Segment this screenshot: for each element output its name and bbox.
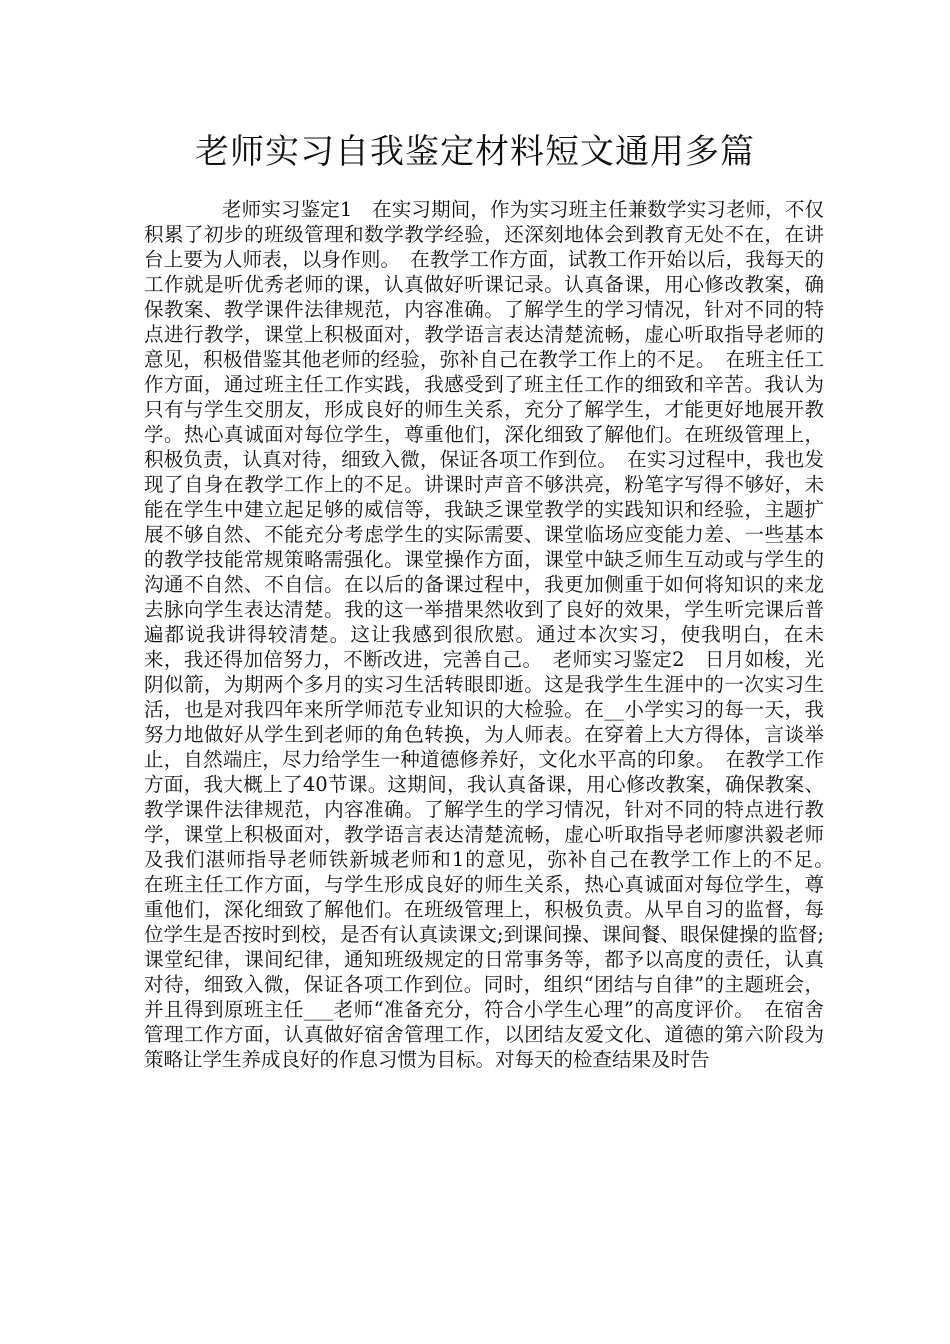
- document-body-paragraph: 老师实习鉴定1 在实习期间，作为实习班主任兼数学实习老师，不仅积累了初步的班级管理和数学教学经验，还深刻地体会到教育无处不在，在讲台上要为人师表，以身作则。 在教学工作方面，试教工作开始以后，我每天的工作就是听优秀老师的课，认真做好听课记录。认真备课，用心修改教案，确保教案、教学课件法律规范，内容准确。了解学生的学习情况，针对不同的特点进行教学，课堂上积极面对，教学语言表达清楚流畅，虚心听取指导老师的意见，积极借鉴其他老师的经验，弥补自己在教学工作上的不足。 在班主任工作方面，通过班主任工作实践，我感受到了班主任工作的细致和辛苦。我认为只有与学生交朋友，形成良好的师生关系，充分了解学生，才能更好地展开教学。热心真诚面对每位学生，尊重他们，深化细致了解他们。在班级管理上，积极负责，认真对待，细致入微，保证各项工作到位。 在实习过程中，我也发现了自身在教学工作上的不足。讲课时声音不够洪亮，粉笔字写得不够好，未能在学生中建立起足够的威信等，我缺乏课堂教学的实践知识和经验，主题扩展不够自然、不能充分考虑学生的实际需要、课堂临场应变能力差、一些基本的教学技能常规策略需强化。课堂操作方面，课堂中缺乏师生互动或与学生的沟通不自然、不自信。在以后的备课过程中，我更加侧重于如何将知识的来龙去脉向学生表达清楚。我的这一举措果然收到了良好的效果，学生听完课后普遍都说我讲得较清楚。这让我感到很欣慰。通过本次实习，使我明白，在未来，我还得加倍努力，不断改进，完善自己。 老师实习鉴定2 日月如梭，光阴似箭，为期两个多月的实习生活转眼即逝。这是我学生生涯中的一次实习生活，也是对我四年来所学师范专业知识的大检验。在__小学实习的每一天，我努力地做好从学生到老师的角色转换，为人师表。在穿着上大方得体，言谈举止，自然端庄，尽力给学生一种道德修养好，文化水平高的印象。 在教学工作方面，我大概上了40节课。这期间，我认真备课，用心修改教案，确保教案、教学课件法律规范，内容准确。了解学生的学习情况，针对不同的特点进行教学，课堂上积极面对，教学语言表达清楚流畅，虚心听取指导老师廖洪毅老师及我们湛师指导老师铁新城老师和1的意见，弥补自己在教学工作上的不足。 在班主任工作方面，与学生形成良好的师生关系，热心真诚面对每位学生，尊重他们，深化细致了解他们。在班级管理上，积极负责。从早自习的监督，每位学生是否按时到校，是否有认真读课文;到课间操、课间餐、眼保健操的监督;课堂纪律，课间纪律，通知班级规定的日常事务等，都予以高度的责任，认真对待，细致入微，保证各项工作到位。同时，组织“团结与自律”的主题班会，并且得到原班主任___老师“准备充分，符合小学生心理”的高度评价。 在宿舍管理工作方面，认真做好宿舍管理工作，以团结友爱文化、道德的第六阶段为策略让学生养成良好的作息习惯为目标。对每天的检查结果及时告: [144, 198, 844, 1071]
- document-title: 老师实习自我鉴定材料短文通用多篇: [195, 132, 755, 172]
